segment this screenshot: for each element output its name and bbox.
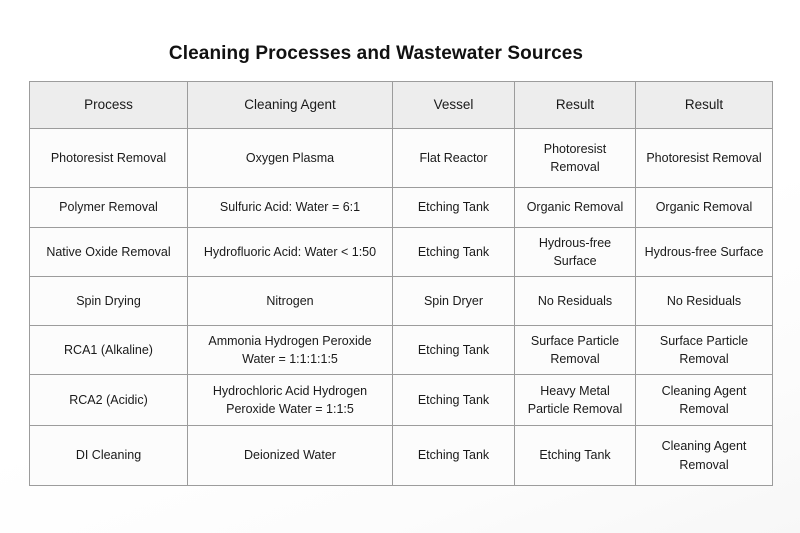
table-header (30, 82, 773, 129)
cell-cleaning-agent: Nitrogen (188, 277, 393, 326)
column-header-process: Process (30, 82, 188, 129)
table-container (29, 81, 772, 486)
cell-result-1: Etching Tank (515, 426, 636, 486)
cell-process: RCA2 (Acidic) (30, 375, 188, 426)
cell-result-2: Cleaning Agent Removal (636, 375, 773, 426)
cell-result-2: Cleaning Agent Removal (636, 426, 773, 486)
table-body (30, 129, 773, 486)
cell-vessel: Etching Tank (393, 375, 515, 426)
table-row (30, 277, 773, 326)
cell-cleaning-agent: Oxygen Plasma (188, 129, 393, 188)
cell-result-2: Surface Particle Removal (636, 326, 773, 375)
table-row (30, 375, 773, 426)
page-title: Cleaning Processes and Wastewater Sources (168, 43, 584, 64)
cell-result-1: Organic Removal (515, 188, 636, 228)
cell-cleaning-agent: Hydrochloric Acid Hydrogen Peroxide Water = 1:1:5 (188, 375, 393, 426)
column-header-result-2: Result (636, 82, 773, 129)
cell-cleaning-agent: Ammonia Hydrogen Peroxide Water = 1:1:1:1:5 (188, 326, 393, 375)
cell-cleaning-agent: Hydrofluoric Acid: Water < 1:50 (188, 228, 393, 277)
cell-process: RCA1 (Alkaline) (30, 326, 188, 375)
column-header-result-1: Result (515, 82, 636, 129)
cell-result-1: No Residuals (515, 277, 636, 326)
cell-process: Photoresist Removal (30, 129, 188, 188)
cell-cleaning-agent: Deionized Water (188, 426, 393, 486)
table-row (30, 426, 773, 486)
cell-vessel: Etching Tank (393, 228, 515, 277)
cell-process: Spin Drying (30, 277, 188, 326)
column-header-vessel: Vessel (393, 82, 515, 129)
cell-result-2: Organic Removal (636, 188, 773, 228)
table-row (30, 188, 773, 228)
cell-result-1: Hydrous-free Surface (515, 228, 636, 277)
cell-vessel: Etching Tank (393, 188, 515, 228)
cell-process: Native Oxide Removal (30, 228, 188, 277)
cell-vessel: Etching Tank (393, 426, 515, 486)
cell-vessel: Etching Tank (393, 326, 515, 375)
cleaning-processes-table (29, 81, 773, 486)
cell-result-2: Photoresist Removal (636, 129, 773, 188)
table-row (30, 228, 773, 277)
cell-result-1: Heavy Metal Particle Removal (515, 375, 636, 426)
column-header-cleaning-agent: Cleaning Agent (188, 82, 393, 129)
cell-result-1: Photoresist Removal (515, 129, 636, 188)
cell-vessel: Spin Dryer (393, 277, 515, 326)
cell-process: DI Cleaning (30, 426, 188, 486)
table-header-row (30, 82, 773, 129)
cell-vessel: Flat Reactor (393, 129, 515, 188)
table-row (30, 129, 773, 188)
cell-result-2: No Residuals (636, 277, 773, 326)
cell-process: Polymer Removal (30, 188, 188, 228)
cell-result-1: Surface Particle Removal (515, 326, 636, 375)
cell-cleaning-agent: Sulfuric Acid: Water = 6:1 (188, 188, 393, 228)
cell-result-2: Hydrous-free Surface (636, 228, 773, 277)
table-row (30, 326, 773, 375)
